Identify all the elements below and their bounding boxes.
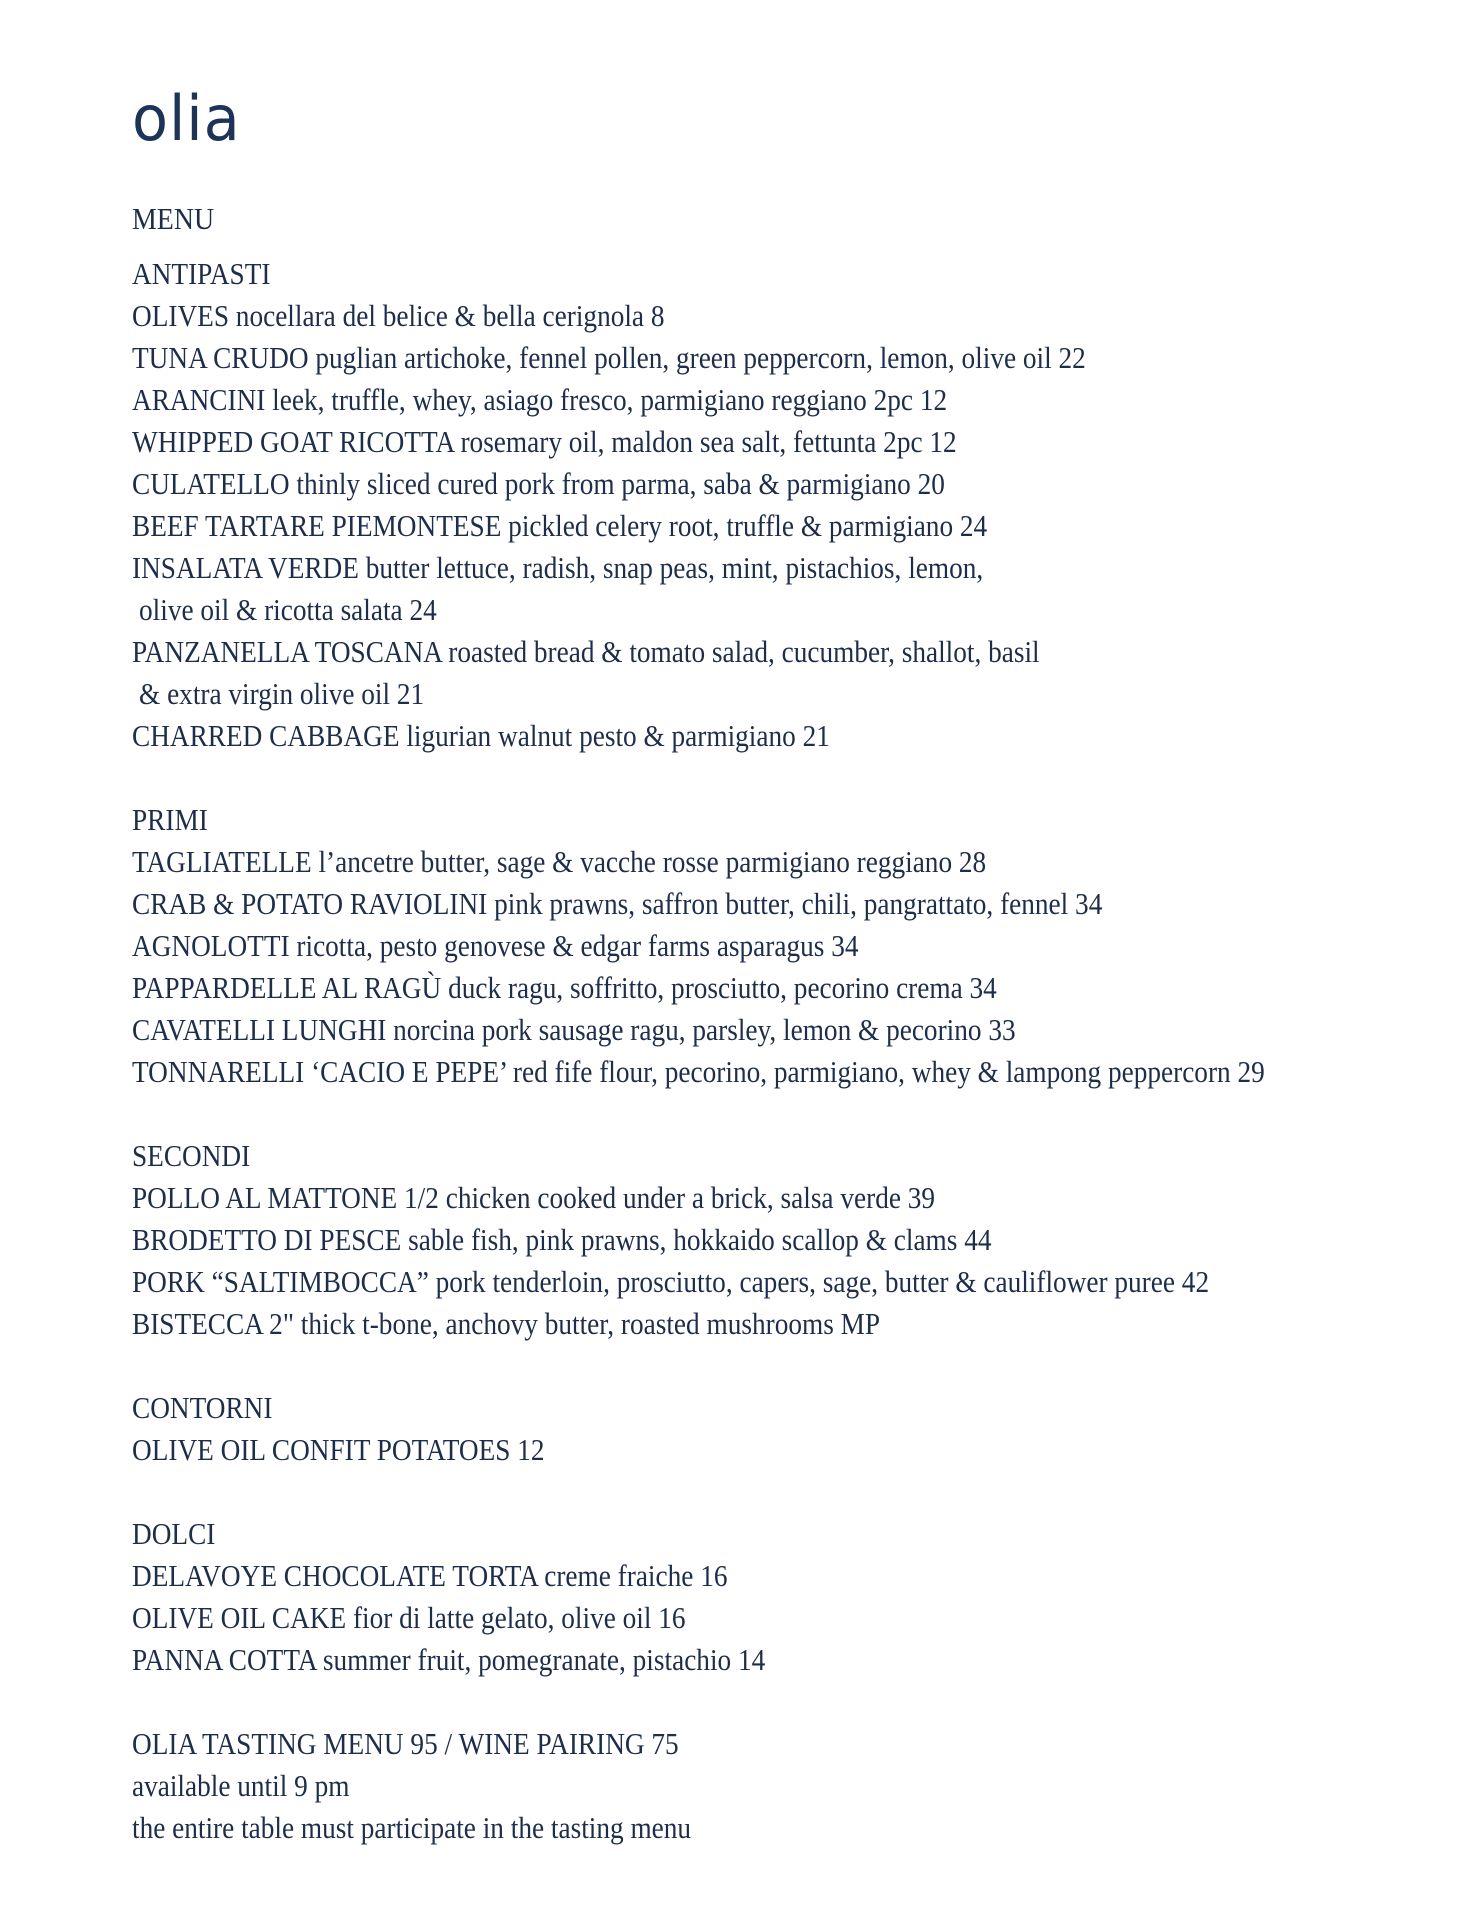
section-dolci	[132, 1513, 1432, 1681]
menu-item: CRAB & POTATO RAVIOLINI pink prawns, saffron butter, chili, pangrattato, fennel 34	[132, 886, 1103, 921]
menu-item-continuation: olive oil & ricotta salata 24	[139, 592, 437, 627]
section-heading: SECONDI	[132, 1138, 251, 1173]
tasting-menu-info	[132, 1723, 1432, 1849]
section-secondi	[132, 1135, 1432, 1345]
menu-item: PANZANELLA TOSCANA roasted bread & tomato salad, cucumber, shallot, basil	[132, 634, 1040, 669]
section-heading: PRIMI	[132, 802, 208, 837]
menu-item: POLLO AL MATTONE 1/2 chicken cooked under a brick, salsa verde 39	[132, 1180, 936, 1215]
menu-item: TUNA CRUDO puglian artichoke, fennel pollen, green peppercorn, lemon, olive oil 22	[132, 340, 1086, 375]
menu-title: MENU	[132, 201, 215, 236]
restaurant-logo: olia	[132, 82, 241, 155]
section-heading: CONTORNI	[132, 1390, 273, 1425]
menu-item: CAVATELLI LUNGHI norcina pork sausage ragu, parsley, lemon & pecorino 33	[132, 1012, 1016, 1047]
menu-item: PORK “SALTIMBOCCA” pork tenderloin, prosciutto, capers, sage, butter & cauliflower puree 42	[132, 1264, 1210, 1299]
menu-item: BRODETTO DI PESCE sable fish, pink prawns, hokkaido scallop & clams 44	[132, 1222, 992, 1257]
menu-item: OLIVES nocellara del belice & bella cerignola 8	[132, 298, 665, 333]
menu-item: CULATELLO thinly sliced cured pork from parma, saba & parmigiano 20	[132, 466, 945, 501]
tasting-availability: available until 9 pm	[132, 1768, 350, 1803]
menu-item: CHARRED CABBAGE ligurian walnut pesto & parmigiano 21	[132, 718, 830, 753]
menu-item: PANNA COTTA summer fruit, pomegranate, pistachio 14	[132, 1642, 766, 1677]
menu-item: BEEF TARTARE PIEMONTESE pickled celery root, truffle & parmigiano 24	[132, 508, 988, 543]
menu-item-continuation: & extra virgin olive oil 21	[139, 676, 425, 711]
section-antipasti	[132, 253, 1432, 757]
section-contorni	[132, 1387, 1432, 1471]
menu-item: WHIPPED GOAT RICOTTA rosemary oil, maldon sea salt, fettunta 2pc 12	[132, 424, 957, 459]
menu-item: TONNARELLI ‘CACIO E PEPE’ red fife flour, pecorino, parmigiano, whey & lampong peppercorn 29	[132, 1054, 1265, 1089]
menu-item: TAGLIATELLE l’ancetre butter, sage & vacche rosse parmigiano reggiano 28	[132, 844, 987, 879]
menu-item: BISTECCA 2" thick t-bone, anchovy butter, roasted mushrooms MP	[132, 1306, 881, 1341]
menu-item: AGNOLOTTI ricotta, pesto genovese & edgar farms asparagus 34	[132, 928, 859, 963]
menu-item: DELAVOYE CHOCOLATE TORTA creme fraiche 16	[132, 1558, 728, 1593]
menu-page	[132, 82, 1432, 1849]
tasting-menu-title: OLIA TASTING MENU 95 / WINE PAIRING 75	[132, 1726, 679, 1761]
section-heading: DOLCI	[132, 1516, 216, 1551]
menu-item: PAPPARDELLE AL RAGÙ duck ragu, soffritto, prosciutto, pecorino crema 34	[132, 970, 997, 1005]
section-primi	[132, 799, 1432, 1093]
menu-item: OLIVE OIL CONFIT POTATOES 12	[132, 1432, 545, 1467]
menu-item: ARANCINI leek, truffle, whey, asiago fresco, parmigiano reggiano 2pc 12	[132, 382, 948, 417]
menu-item: INSALATA VERDE butter lettuce, radish, snap peas, mint, pistachios, lemon,	[132, 550, 984, 585]
section-heading: ANTIPASTI	[132, 256, 271, 291]
tasting-note: the entire table must participate in the tasting menu	[132, 1810, 692, 1845]
menu-item: OLIVE OIL CAKE fior di latte gelato, olive oil 16	[132, 1600, 686, 1635]
